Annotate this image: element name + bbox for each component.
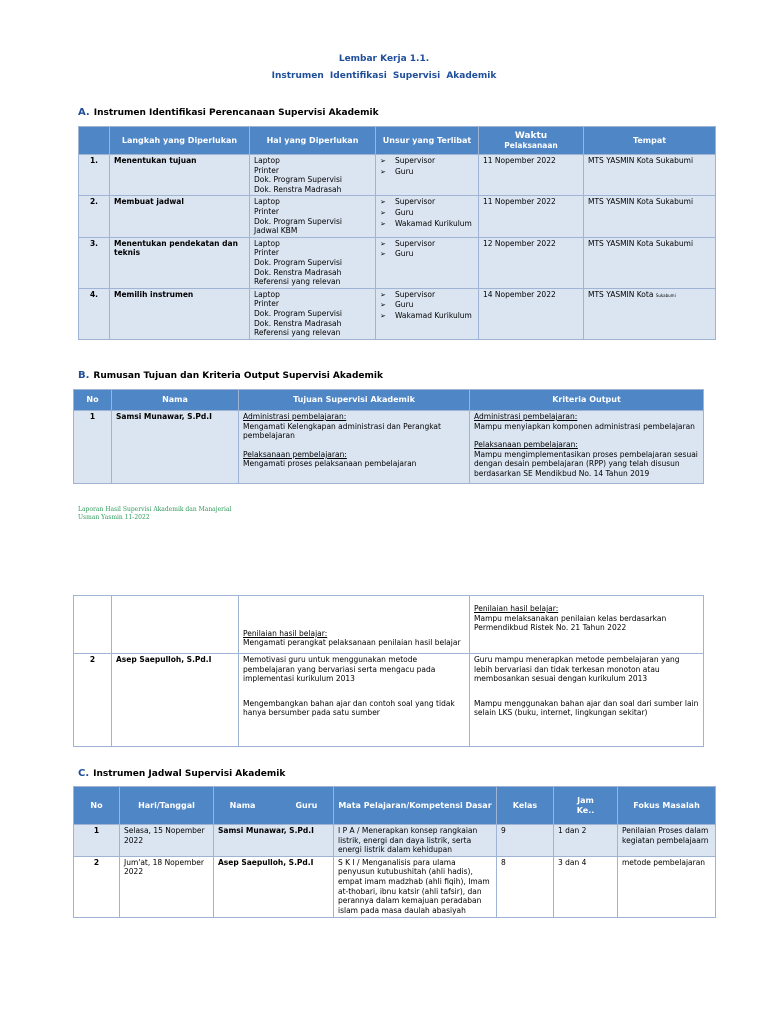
kriteria-heading: Pelaksanaan pembelajaran:	[474, 440, 578, 450]
hal-item: Printer	[254, 165, 279, 175]
table-row	[74, 825, 716, 857]
footer-line2: Usman Yasmin 11-2022	[78, 514, 150, 521]
jam-cell: 1 dan 2	[554, 825, 618, 857]
tujuan-cell	[239, 411, 470, 484]
mapel-cell: S K I / Menganalisis para ulama penyusun kutubushitah (ahli hadis), empat imam madzhab (ahli fiqih), Imam at-thobari, ibnu katsir (ahli tafsir), dan perannya dalam kemajuan peradaban islam pada masa daulah abasiyah	[334, 856, 497, 917]
langkah-cell: Memilih instrumen	[110, 288, 250, 339]
kriteria-text: Mampu menyiapkan komponen administrasi pembelajaran	[474, 421, 695, 431]
footer-line1: Laporan Hasil Supervisi Akademik dan Manajerial	[78, 506, 232, 513]
header-nama-guru	[214, 787, 334, 825]
kriteria-cell	[470, 411, 704, 484]
tujuan-text: Mengembangkan bahan ajar dan contoh soal yang tidak hanya bersumber pada satu sumber	[243, 698, 455, 718]
header-fokus: Fokus Masalah	[618, 787, 716, 825]
unsur-item: ➢ Supervisor	[380, 156, 474, 167]
row-number-empty	[74, 596, 112, 654]
langkah-cell: Membuat jadwal	[110, 196, 250, 237]
kriteria-heading: Penilaian hasil belajar:	[474, 604, 559, 613]
tanggal-cell: Selasa, 15 Nopember 2022	[120, 825, 214, 857]
unsur-cell	[376, 288, 479, 339]
tujuan-text: Mengamati proses pelaksanaan pembelajaran	[243, 459, 417, 469]
kelas-cell: 8	[497, 856, 554, 917]
unsur-item: ➢ Guru	[380, 208, 474, 219]
fokus-cell: Penilaian Proses dalam kegiatan pembelajaarn	[618, 825, 716, 857]
page-footer	[78, 506, 231, 522]
mapel-cell: I P A / Menerapkan konsep rangkaian listrik, energi dan daya listrik, serta energi listrik dalam kehidupan	[334, 825, 497, 857]
header-waktu-line2: Pelaksanaan	[504, 140, 558, 150]
hal-item: Dok. Renstra Madrasah	[254, 318, 342, 328]
fokus-cell: metode pembelajaran	[618, 856, 716, 917]
header-waktu-line1: Waktu	[514, 130, 548, 141]
unsur-item: ➢ Supervisor	[380, 290, 474, 301]
table-header-row	[74, 787, 716, 825]
row-number: 2	[74, 856, 120, 917]
table-tujuan	[73, 389, 704, 484]
header-no: No	[74, 787, 120, 825]
table-perencanaan	[78, 126, 716, 340]
table-header-row	[79, 127, 716, 155]
tempat-cell: MTS YASMIN Kota Sukabumi	[584, 237, 716, 288]
row-number: 3.	[79, 237, 110, 288]
header-nama: Nama	[229, 800, 256, 810]
nama-cell: Asep Saepulloh, S.Pd.I	[214, 856, 334, 917]
document-title: Lembar Kerja 1.1.	[338, 54, 430, 64]
table-tujuan-continued	[73, 595, 704, 747]
hal-item: Dok. Renstra Madrasah	[254, 184, 342, 194]
unsur-item: ➢ Guru	[380, 300, 474, 311]
waktu-cell: 12 Nopember 2022	[479, 237, 584, 288]
header-unsur: Unsur yang Terlibat	[376, 127, 479, 155]
langkah-cell: Menentukan tujuan	[110, 155, 250, 196]
header-nama: Nama	[112, 390, 239, 411]
kriteria-text: Mampu melaksanakan penilaian kelas berdasarkan Permendikbud Ristek No. 21 Tahun 2022	[474, 613, 667, 633]
table-row	[74, 856, 716, 917]
hal-item: Laptop	[254, 197, 280, 207]
waktu-cell: 11 Nopember 2022	[479, 155, 584, 196]
jam-cell: 3 dan 4	[554, 856, 618, 917]
section-b-heading	[78, 370, 383, 381]
row-number: 1	[74, 825, 120, 857]
table-row	[79, 288, 716, 339]
table-row	[74, 654, 704, 747]
unsur-cell	[376, 155, 479, 196]
hal-cell	[250, 288, 376, 339]
row-number: 2.	[79, 196, 110, 237]
hal-cell	[250, 196, 376, 237]
hal-item: Printer	[254, 299, 279, 309]
kriteria-text: Mampu menggunakan bahan ajar dan soal dari sumber lain selain LKS (buku, internet, lingkungan sekitar)	[474, 698, 699, 718]
section-a-heading	[78, 107, 379, 118]
row-number: 2	[74, 654, 112, 747]
table-header-row	[74, 390, 704, 411]
nama-cell: Asep Saepulloh, S.Pd.I	[112, 654, 239, 747]
tanggal-cell: Jum'at, 18 Nopember 2022	[120, 856, 214, 917]
header-hal: Hal yang Diperlukan	[250, 127, 376, 155]
header-jam-line2: Ke..	[576, 805, 595, 815]
unsur-item: ➢ Supervisor	[380, 239, 474, 250]
hal-cell	[250, 155, 376, 196]
header-tanggal: Hari/Tanggal	[120, 787, 214, 825]
tempat-cell	[584, 288, 716, 339]
section-c-title: Instrumen Jadwal Supervisi Akademik	[93, 769, 286, 779]
unsur-item: ➢ Wakamad Kurikulum	[380, 219, 474, 230]
table-row	[74, 596, 704, 654]
tempat-small-text: Sukabumi	[655, 292, 676, 298]
header-mapel: Mata Pelajaran/Kompetensi Dasar	[334, 787, 497, 825]
table-row	[79, 155, 716, 196]
kelas-cell: 9	[497, 825, 554, 857]
unsur-cell	[376, 237, 479, 288]
tujuan-cell	[239, 596, 470, 654]
tujuan-heading: Administrasi pembelajaran:	[243, 412, 347, 421]
tempat-text: MTS YASMIN Kota	[588, 289, 654, 299]
table-row	[79, 237, 716, 288]
document-subtitle: Instrumen Identifikasi Supervisi Akademik	[271, 71, 497, 81]
hal-item: Laptop	[254, 238, 280, 248]
tujuan-text: Mengamati Kelengkapan administrasi dan Perangkat pembelajaran	[243, 421, 441, 441]
hal-item: Referensi yang relevan	[254, 328, 341, 338]
tujuan-heading: Pelaksanaan pembelajaran:	[243, 449, 347, 459]
header-cell-blank	[79, 127, 110, 155]
header-tempat: Tempat	[584, 127, 716, 155]
table-jadwal	[73, 786, 716, 918]
section-c-heading	[78, 768, 285, 779]
hal-item: Dok. Program Supervisi	[254, 308, 342, 318]
unsur-item: ➢ Guru	[380, 249, 474, 260]
kriteria-text: Guru mampu menerapkan metode pembelajaran yang lebih bervariasi dan tidak terkesan monoton atau membosankan sesuai dengan kurikulum 2013	[474, 655, 680, 684]
tujuan-cell	[239, 654, 470, 747]
section-a-letter: A.	[78, 107, 90, 118]
section-c-letter: C.	[78, 768, 90, 779]
header-jam-line1: Jam	[577, 795, 594, 805]
header-guru: Guru	[295, 800, 318, 810]
hal-item: Dok. Renstra Madrasah	[254, 267, 342, 277]
hal-item: Laptop	[254, 156, 280, 165]
unsur-item: ➢ Guru	[380, 167, 474, 178]
header-kelas: Kelas	[497, 787, 554, 825]
unsur-cell	[376, 196, 479, 237]
hal-item: Printer	[254, 206, 279, 216]
hal-item: Dok. Program Supervisi	[254, 175, 342, 185]
nama-cell-empty	[112, 596, 239, 654]
unsur-item: ➢ Wakamad Kurikulum	[380, 311, 474, 322]
tujuan-text: Memotivasi guru untuk menggunakan metode pembelajaran yang bervariasi serta mengacu pada implementasi kurikulum 2013	[243, 655, 436, 684]
tujuan-text: Mengamati perangkat pelaksanaan penilaian hasil belajar	[243, 638, 461, 648]
header-langkah: Langkah yang Diperlukan	[110, 127, 250, 155]
header-tujuan: Tujuan Supervisi Akademik	[239, 390, 470, 411]
tempat-cell: MTS YASMIN Kota Sukabumi	[584, 196, 716, 237]
section-a-title: Instrumen Identifikasi Perencanaan Supervisi Akademik	[93, 108, 379, 118]
tujuan-heading: Penilaian hasil belajar:	[243, 628, 328, 638]
kriteria-cell	[470, 596, 704, 654]
waktu-cell: 14 Nopember 2022	[479, 288, 584, 339]
header-no: No	[74, 390, 112, 411]
section-b-title: Rumusan Tujuan dan Kriteria Output Supervisi Akademik	[93, 371, 383, 381]
row-number: 4.	[79, 288, 110, 339]
kriteria-heading: Administrasi pembelajaran:	[474, 412, 578, 421]
row-number: 1.	[79, 155, 110, 196]
kriteria-cell	[470, 654, 704, 747]
hal-item: Printer	[254, 248, 279, 258]
waktu-cell: 11 Nopember 2022	[479, 196, 584, 237]
header-waktu	[479, 127, 584, 155]
langkah-cell: Menentukan pendekatan dan teknis	[110, 237, 250, 288]
header-kriteria: Kriteria Output	[470, 390, 704, 411]
hal-item: Referensi yang relevan	[254, 277, 341, 287]
hal-item: Jadwal KBM	[254, 226, 298, 236]
kriteria-text: Mampu mengimplementasikan proses pembelajaran sesuai dengan desain pembelajaran (RPP) yang telah disusun berdasarkan SE Mendikbud No. 14 Tahun 2019	[474, 449, 698, 478]
tempat-cell: MTS YASMIN Kota Sukabumi	[584, 155, 716, 196]
hal-item: Dok. Program Supervisi	[254, 216, 342, 226]
nama-cell: Samsi Munawar, S.Pd.I	[112, 411, 239, 484]
header-jam	[554, 787, 618, 825]
nama-cell: Samsi Munawar, S.Pd.I	[214, 825, 334, 857]
table-row	[79, 196, 716, 237]
hal-item: Dok. Program Supervisi	[254, 257, 342, 267]
section-b-letter: B.	[78, 370, 90, 381]
hal-item: Laptop	[254, 289, 280, 299]
unsur-item: ➢ Supervisor	[380, 197, 474, 208]
row-number: 1	[74, 411, 112, 484]
table-row	[74, 411, 704, 484]
hal-cell	[250, 237, 376, 288]
